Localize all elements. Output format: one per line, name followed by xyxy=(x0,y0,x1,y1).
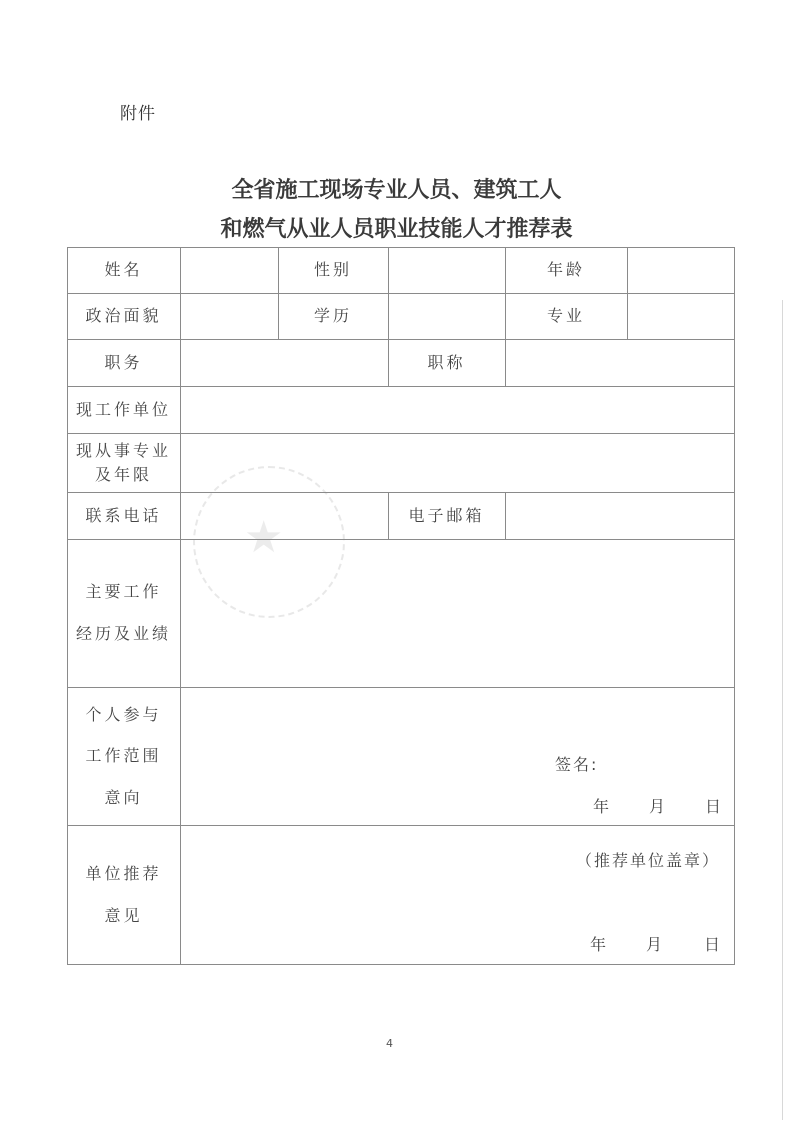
age-label: 年龄 xyxy=(546,260,585,280)
position-label: 职务 xyxy=(104,352,143,372)
gender-field[interactable] xyxy=(388,247,505,293)
phone-field[interactable] xyxy=(180,492,388,539)
position-field[interactable] xyxy=(180,339,388,386)
specialty-years-field[interactable] xyxy=(180,433,734,492)
participation-intent-label xyxy=(67,687,180,825)
work-experience-field[interactable] xyxy=(180,539,734,687)
table-border-right xyxy=(734,247,735,964)
professional-title-field[interactable] xyxy=(505,339,734,386)
date-month-label: 月 xyxy=(646,935,663,954)
age-field[interactable] xyxy=(627,247,734,293)
seal-star-icon: ★ xyxy=(244,512,284,563)
table-border-bottom xyxy=(67,964,735,965)
intent-label-line3: 意向 xyxy=(104,787,143,807)
signature-label: 签名: xyxy=(555,755,599,774)
form-title-line2: 和燃气从业人员职业技能人才推荐表 xyxy=(220,216,573,242)
page-number: 4 xyxy=(386,1037,393,1050)
intent-label-line2: 工作范围 xyxy=(85,746,162,766)
professional-title-label: 职称 xyxy=(427,352,466,372)
recommend-label-line2: 意见 xyxy=(104,905,143,925)
experience-label-line1: 主要工作 xyxy=(85,582,162,602)
specialty-years-label xyxy=(67,433,180,492)
major-label: 专业 xyxy=(546,306,585,326)
education-label: 学历 xyxy=(313,306,352,326)
employer-label: 现工作单位 xyxy=(75,399,171,419)
specialty-label-line1: 现从事专业 xyxy=(75,441,171,461)
email-field[interactable] xyxy=(505,492,734,539)
page-edge-line xyxy=(782,300,783,1120)
specialty-label-line2: 及年限 xyxy=(94,464,152,484)
date-day-label: 日 xyxy=(704,935,721,954)
date-year-label: 年 xyxy=(590,935,607,954)
attachment-label: 附件 xyxy=(120,104,156,124)
work-experience-label xyxy=(67,539,180,687)
experience-label-line2: 经历及业绩 xyxy=(75,624,171,643)
stamp-note: （推荐单位盖章） xyxy=(576,851,721,870)
political-status-field[interactable] xyxy=(180,293,278,339)
date-year-label: 年 xyxy=(593,797,610,816)
form-title-line1: 全省施工现场专业人员、建筑工人 xyxy=(231,177,562,203)
phone-label: 联系电话 xyxy=(85,505,162,525)
name-label: 姓名 xyxy=(104,260,143,280)
email-label: 电子邮箱 xyxy=(408,505,485,525)
date-day-label: 日 xyxy=(705,797,722,816)
gender-label: 性别 xyxy=(313,260,352,280)
political-status-label: 政治面貌 xyxy=(85,306,162,326)
recommend-label-line1: 单位推荐 xyxy=(85,863,162,883)
unit-recommendation-label xyxy=(67,825,180,964)
education-field[interactable] xyxy=(388,293,505,339)
employer-field[interactable] xyxy=(180,386,734,433)
name-field[interactable] xyxy=(180,247,278,293)
major-field[interactable] xyxy=(627,293,734,339)
intent-label-line1: 个人参与 xyxy=(85,704,162,724)
date-month-label: 月 xyxy=(649,797,666,816)
